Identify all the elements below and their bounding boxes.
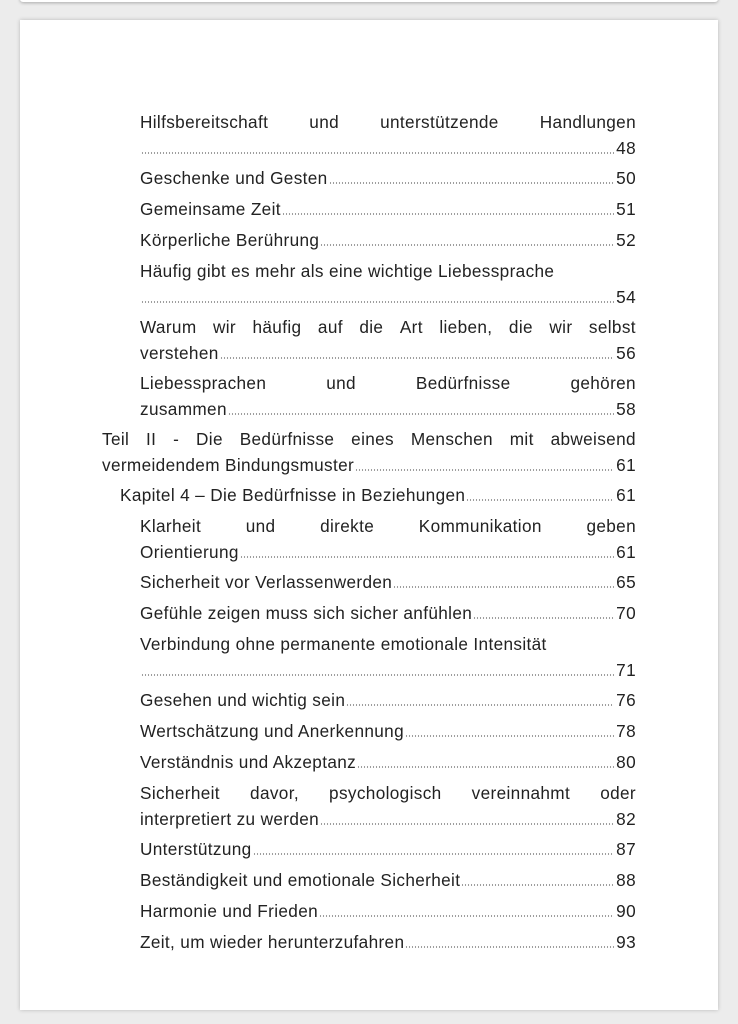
- toc-entry[interactable]: [140, 780, 636, 832]
- toc-entry-line: [102, 452, 636, 478]
- dot-leader: [393, 586, 614, 588]
- toc-entry[interactable]: [120, 482, 636, 508]
- dot-leader: [461, 884, 614, 886]
- toc-entry[interactable]: [140, 836, 636, 862]
- dot-leader: [405, 735, 614, 737]
- toc-entry-title: zusammen: [140, 399, 227, 419]
- dot-leader: [253, 853, 615, 855]
- toc-entry-line: [140, 898, 636, 924]
- toc-page-number: 61: [616, 542, 636, 562]
- dot-leader: [319, 915, 614, 917]
- toc-entry-title: Orientierung: [140, 542, 239, 562]
- toc-entry[interactable]: [140, 929, 636, 955]
- toc-entry-word: Hilfsbereitschaft: [140, 112, 269, 132]
- toc-entry-word: wir: [549, 317, 573, 337]
- toc-entry-line: [140, 749, 636, 775]
- toc-entry-word: Bedürfnisse: [239, 429, 335, 449]
- dot-leader: [320, 823, 614, 825]
- dot-leader: [141, 152, 614, 154]
- toc-entry-line: [140, 806, 636, 832]
- toc-page-number: 76: [616, 690, 636, 710]
- toc-page-number: 50: [616, 168, 636, 188]
- toc-entry[interactable]: [140, 165, 636, 191]
- toc-entry-word: Sicherheit: [140, 783, 220, 803]
- toc-entry-word: und: [245, 516, 276, 536]
- toc-entry-title: Gemeinsame Zeit: [140, 199, 281, 219]
- toc-entry-line: [140, 780, 636, 806]
- toc-entry-line: [140, 370, 636, 396]
- dot-leader: [405, 946, 614, 948]
- toc-entry-title: Wertschätzung und Anerkennung: [140, 721, 405, 741]
- toc-page-number: 70: [616, 603, 636, 623]
- toc-entry-line: [140, 396, 636, 422]
- toc-entry-word: Warum: [140, 317, 197, 337]
- dot-leader: [141, 674, 614, 676]
- toc-entry[interactable]: [140, 749, 636, 775]
- toc-entry[interactable]: [140, 631, 636, 683]
- toc-entry-word: abweisend: [550, 429, 636, 449]
- toc-entry-title: Körperliche Berührung: [140, 230, 320, 250]
- toc-entry-word: und: [326, 373, 356, 393]
- toc-entry-line: [140, 340, 636, 366]
- toc-page-number: 58: [616, 399, 636, 419]
- toc-entry-word: und: [309, 112, 340, 132]
- toc-page-number: 54: [616, 287, 636, 307]
- toc-entry-title: Häufig gibt es mehr als eine wichtige Liebessprache: [140, 261, 555, 281]
- toc-entry-line: [140, 165, 636, 191]
- previous-page-edge: [20, 0, 718, 2]
- toc-entry-word: -: [173, 429, 180, 449]
- toc-page-number: 48: [616, 138, 636, 158]
- toc-entry-line: [140, 631, 636, 657]
- toc-entry-line: [140, 109, 636, 135]
- toc-entry[interactable]: [140, 898, 636, 924]
- dot-leader: [466, 499, 614, 501]
- toc-entry[interactable]: [140, 196, 636, 222]
- toc-entry-word: selbst: [588, 317, 636, 337]
- toc-entry-line: [140, 657, 636, 683]
- toc-entry-word: die: [508, 317, 533, 337]
- toc-entry-line: [140, 836, 636, 862]
- toc-entry-word: Art: [399, 317, 423, 337]
- toc-entry[interactable]: [140, 109, 636, 161]
- toc-page-number: 51: [616, 199, 636, 219]
- toc-entry-word: mit: [509, 429, 534, 449]
- toc-entry[interactable]: [140, 718, 636, 744]
- toc-entry-title: Sicherheit vor Verlassenwerden: [140, 572, 393, 592]
- toc-entry-word: unterstützende: [380, 112, 499, 132]
- toc-entry-word: oder: [600, 783, 636, 803]
- toc-entry-word: Die: [196, 429, 223, 449]
- toc-entry-line: [140, 513, 636, 539]
- dot-leader: [357, 766, 614, 768]
- toc-entry-word: direkte: [320, 516, 375, 536]
- toc-entry[interactable]: [140, 370, 636, 422]
- toc-entry[interactable]: [140, 258, 636, 310]
- toc-entry-line: [140, 539, 636, 565]
- toc-entry-word: Klarheit: [140, 516, 202, 536]
- toc-entry-word: häufig: [252, 317, 302, 337]
- toc-page-number: 93: [616, 932, 636, 952]
- toc-page-number: 80: [616, 752, 636, 772]
- toc-entry-title: Geschenke und Gesten: [140, 168, 328, 188]
- toc-page-number: 78: [616, 721, 636, 741]
- toc-entry[interactable]: [140, 687, 636, 713]
- toc-entry-line: [102, 426, 636, 452]
- toc-entry[interactable]: [140, 513, 636, 565]
- toc-entry-line: [140, 569, 636, 595]
- toc-entry-word: vereinnahmt: [471, 783, 571, 803]
- toc-entry-line: [140, 929, 636, 955]
- toc-page-number: 56: [616, 343, 636, 363]
- dot-leader: [282, 213, 614, 215]
- toc-entry-word: wir: [212, 317, 236, 337]
- toc-entry-title: verstehen: [140, 343, 219, 363]
- toc-page-number: 61: [616, 455, 636, 475]
- table-of-contents: [20, 20, 718, 1010]
- toc-page-number: 65: [616, 572, 636, 592]
- toc-entry-word: II: [146, 429, 157, 449]
- toc-entry-word: Handlungen: [539, 112, 636, 132]
- toc-entry[interactable]: [140, 867, 636, 893]
- toc-page-number: 71: [616, 660, 636, 680]
- toc-entry-title: Gesehen und wichtig sein: [140, 690, 346, 710]
- toc-page-number: 82: [616, 809, 636, 829]
- toc-entry-title: Unterstützung: [140, 839, 252, 859]
- toc-entry-word: psychologisch: [329, 783, 442, 803]
- toc-entry[interactable]: [140, 227, 636, 253]
- toc-entry-line: [140, 258, 636, 284]
- toc-entry-word: die: [359, 317, 384, 337]
- toc-entry-title: interpretiert zu werden: [140, 809, 320, 829]
- toc-page-number: 87: [616, 839, 636, 859]
- dot-leader: [346, 704, 614, 706]
- toc-entry-word: eines: [351, 429, 394, 449]
- toc-entry-word: gehören: [570, 373, 636, 393]
- toc-entry-line: [140, 600, 636, 626]
- toc-entry-word: Liebessprachen: [140, 373, 267, 393]
- toc-entry-title: Beständigkeit und emotionale Sicherheit: [140, 870, 461, 890]
- toc-entry-word: Kommunikation: [418, 516, 542, 536]
- toc-page-number: 90: [616, 901, 636, 921]
- toc-entry[interactable]: [102, 426, 636, 478]
- toc-entry[interactable]: [140, 314, 636, 366]
- toc-entry-line: [120, 482, 636, 508]
- toc-entry-line: [140, 314, 636, 340]
- toc-entry-line: [140, 227, 636, 253]
- dot-leader: [228, 413, 614, 415]
- toc-entry-title: Harmonie und Frieden: [140, 901, 319, 921]
- toc-entry[interactable]: [140, 569, 636, 595]
- toc-entry-line: [140, 718, 636, 744]
- toc-entry-title: Zeit, um wieder herunterzufahren: [140, 932, 405, 952]
- dot-leader: [240, 556, 614, 558]
- toc-entry-title: Gefühle zeigen muss sich sicher anfühlen: [140, 603, 473, 623]
- toc-entry-line: [140, 284, 636, 310]
- toc-entry[interactable]: [140, 600, 636, 626]
- toc-entry-title: Verbindung ohne permanente emotionale Intensität: [140, 634, 547, 654]
- toc-page-number: 61: [616, 485, 636, 505]
- dot-leader: [329, 182, 615, 184]
- toc-entry-word: Teil: [102, 429, 130, 449]
- toc-entry-title: Verständnis und Akzeptanz: [140, 752, 357, 772]
- book-page: [20, 20, 718, 1010]
- toc-entry-word: auf: [317, 317, 343, 337]
- toc-entry-line: [140, 196, 636, 222]
- dot-leader: [141, 301, 614, 303]
- dot-leader: [473, 617, 614, 619]
- toc-page-number: 52: [616, 230, 636, 250]
- toc-entry-line: [140, 687, 636, 713]
- toc-entry-word: geben: [586, 516, 636, 536]
- toc-entry-word: Bedürfnisse: [415, 373, 511, 393]
- toc-entry-word: Menschen: [410, 429, 493, 449]
- toc-entry-title: vermeidendem Bindungsmuster: [102, 455, 355, 475]
- dot-leader: [355, 469, 614, 471]
- toc-entry-word: davor,: [250, 783, 299, 803]
- toc-entry-line: [140, 867, 636, 893]
- dot-leader: [320, 244, 614, 246]
- toc-entry-word: lieben,: [439, 317, 493, 337]
- dot-leader: [220, 357, 615, 359]
- toc-entry-title: Kapitel 4 – Die Bedürfnisse in Beziehungen: [120, 485, 466, 505]
- toc-entry-line: [140, 135, 636, 161]
- toc-page-number: 88: [616, 870, 636, 890]
